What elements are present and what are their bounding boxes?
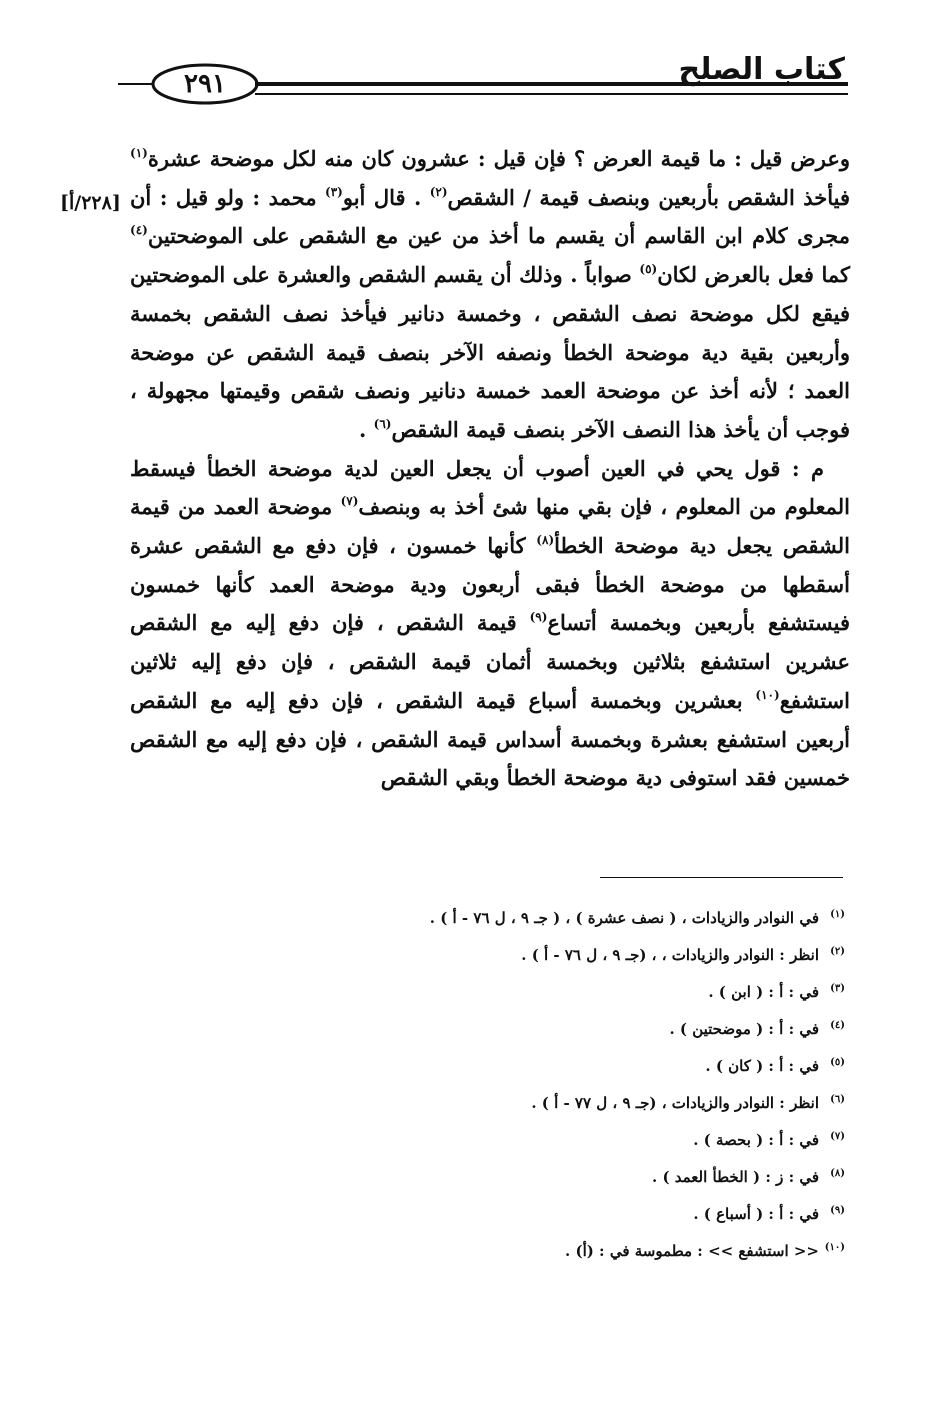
footnote-text: انظر : النوادر والزيادات ، ، (جـ ٩ ، ل ٧٦ - أ ) . <box>521 946 819 964</box>
footnote-text: في : ز : ( الخطأ العمد ) . <box>652 1168 819 1186</box>
footnote-number: (٦) <box>830 1094 845 1105</box>
footnote-item <box>205 1192 845 1229</box>
footnote-text: في : أ : ( أسباع ) . <box>693 1205 819 1223</box>
footnote-item <box>205 1229 845 1266</box>
footnote-item <box>205 1044 845 1081</box>
footnote-text: << استشفع >> : مطموسة في : (أ) . <box>565 1242 819 1260</box>
footnote-item <box>205 1081 845 1118</box>
footnote-item <box>205 933 845 970</box>
footnotes <box>205 896 845 1266</box>
footnote-marker: (٩) <box>529 610 548 625</box>
footnote-number: (١) <box>830 909 845 920</box>
text-run: وعرض قيل : ما قيمة العرض ؟ فإن قيل : عشرون كان منه لكل موضحة عشرة <box>147 146 850 171</box>
page-header <box>0 0 945 130</box>
text-run: فيأخذ الشقص بأربعين وبنصف قيمة / الشقص <box>447 184 850 210</box>
text-run: بعشرين وبخمسة أسباع قيمة الشقص ، فإن دفع إليه مع الشقص أربعين استشفع بعشرة وبخمسة أسداس قيمة الشقص ، فإن دفع إليه مع الشقص خمسين فقد استوفى دية موضحة الخطأ وبقي الشقص <box>130 687 850 791</box>
footnote-text: في : أ : ( بحصة ) . <box>693 1131 819 1149</box>
text-run: موضحة العمد من قيمة الشقص يجعل دية موضحة الخطأ <box>130 494 851 559</box>
text-run: صواباً . وذلك أن يقسم الشقص والعشرة على الموضحتين فيقع لكل موضحة نصف الشقص ، وخمسة دنانير فيأخذ نصف الشقص بخمسة وأربعين بقية دية موضحة الخطأ ونصفه الآخر بنصف قيمة الشقص عن موضحة العمد ؛ لأنه أخذ عن موضحة العمد خمسة دنانير ونصف شقص وقيمتها مجهولة ، فوجب أن يأخذ هذا النصف الآخر بنصف قيمة الشقص <box>130 262 850 442</box>
footnote-text: في : أ : ( ابن ) . <box>708 983 819 1001</box>
footnote-text: في : أ : ( كان ) . <box>705 1057 819 1075</box>
page-number: ٢٩١ <box>184 69 226 99</box>
footnote-marker: (٣) <box>325 184 343 199</box>
footnote-marker: (١) <box>130 146 148 160</box>
text-run: قيمة الشقص ، فإن دفع إليه مع الشقص عشرين استشفع بثلاثين وبخمسة أثمان قيمة الشقص ، فإن دفع إليه ثلاثين استشفع <box>130 610 850 713</box>
footnote-marker: (٢) <box>429 184 448 199</box>
footnote-marker: (٤) <box>130 223 148 238</box>
footnote-text: في : أ : ( موضحتين ) . <box>669 1020 819 1038</box>
text-run: محمد : ولو قيل : أن مجرى كلام ابن القاسم أن يقسم ما أخذ من عين مع الشقص على الموضحتين <box>130 184 850 249</box>
main-text <box>130 140 850 798</box>
paragraph-1 <box>130 140 850 450</box>
footnote-item <box>205 970 845 1007</box>
footnote-item <box>205 896 845 933</box>
paragraph-2 <box>130 450 850 798</box>
footnote-text: انظر : النوادر والزيادات ، (جـ ٩ ، ل ٧٧ - أ ) . <box>531 1094 819 1112</box>
footnote-item <box>205 1007 845 1044</box>
footnote-item <box>205 1155 845 1192</box>
text-run: . قال أبو <box>342 184 430 210</box>
footnote-marker: (٧) <box>340 494 359 509</box>
manuscript-folio-ref: [٢٢٨/أ] <box>60 192 121 214</box>
footnote-marker: (١٠) <box>755 687 780 702</box>
footnote-marker: (٦) <box>373 416 392 431</box>
footnote-number: (٣) <box>830 983 845 994</box>
footnote-number: (٤) <box>830 1020 845 1031</box>
footnote-number: (٢) <box>830 946 845 957</box>
footnote-number: (٧) <box>830 1131 845 1142</box>
text-run: كما فعل بالعرض لكان <box>657 262 851 288</box>
text-run: م : قول يحي في العين أصوب أن يجعل العين لدية موضحة الخطأ فيسقط المعلوم من المعلوم ، فإن بقي منها شئ أخذ به وبنصف <box>130 455 851 520</box>
text-run: . <box>359 416 374 442</box>
footnote-separator <box>600 877 843 878</box>
footnote-text: في النوادر والزيادات ، ( نصف عشرة ) ، ( جـ ٩ ، ل ٧٦ - أ ) . <box>429 909 819 927</box>
footnote-number: (٩) <box>830 1205 845 1216</box>
text-run: كأنها خمسون ، فإن دفع مع الشقص عشرة أسقطها من موضحة الخطأ فبقى أربعون ودية موضحة العمد كأنها خمسون فيستشفع بأربعين وبخمسة أتساع <box>130 533 850 636</box>
footnote-item <box>205 1118 845 1155</box>
footnote-number: (١٠) <box>824 1242 845 1253</box>
book-title: كتاب الصلح <box>678 52 845 87</box>
footnote-number: (٥) <box>830 1057 845 1068</box>
footnote-marker: (٨) <box>536 533 555 548</box>
footnote-number: (٨) <box>830 1168 845 1179</box>
footnote-marker: (٥) <box>639 262 658 277</box>
